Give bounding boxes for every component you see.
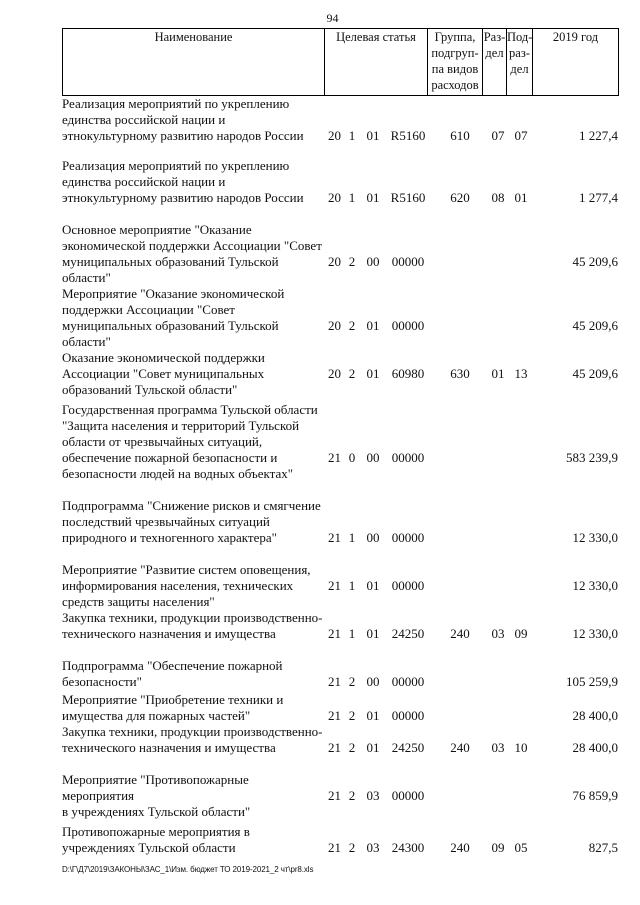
row-name-line: Подпрограмма "Обеспечение пожарной — [62, 658, 283, 673]
row-name-line: Реализация мероприятий по укреплению — [62, 158, 290, 173]
row-name — [62, 498, 324, 546]
target-code-subprogram: 1 — [348, 190, 356, 205]
section-code: 03 — [491, 740, 505, 755]
header-target-label: Целевая статья — [336, 30, 416, 44]
row-name-line: Мероприятие "Приобретение техники и — [62, 692, 284, 707]
target-code-subprogram: 0 — [348, 450, 356, 465]
target-code-direction: 60980 — [391, 366, 425, 381]
section-code: 03 — [491, 626, 505, 641]
target-code-direction: 24250 — [391, 626, 425, 641]
row-name-line: безопасности людей на водных объектах" — [62, 466, 294, 481]
table-row — [62, 772, 622, 819]
table-row — [62, 658, 622, 690]
header-podrazdel-line: дел — [510, 62, 529, 76]
row-name-line: этнокультурному развитию народов России — [62, 128, 304, 143]
target-code-program: 20 — [328, 254, 341, 269]
target-code-direction: 24300 — [391, 840, 425, 855]
section-code: 09 — [491, 840, 505, 855]
target-code-event: 00 — [366, 674, 380, 689]
row-name-line: природного и техногенного характера" — [62, 530, 277, 545]
row-name-line: последствий чрезвычайных ситуаций — [62, 514, 270, 529]
header-group-line: па видов — [431, 62, 479, 76]
section-code: 07 — [491, 128, 505, 143]
row-name-line: информирования населения, технических — [62, 578, 294, 593]
target-code-program: 21 — [328, 740, 341, 755]
amount-2019: 583 239,9 — [566, 450, 618, 465]
row-name-line: технического назначения и имущества — [62, 740, 276, 755]
target-code-direction: 24250 — [391, 740, 425, 755]
header-group-line: Группа, — [434, 30, 476, 44]
row-name-line: образований Тульской области" — [62, 382, 238, 397]
target-code-subprogram: 2 — [348, 366, 356, 381]
target-code-event: 01 — [366, 578, 380, 593]
row-name-line: муниципальных образований Тульской — [62, 254, 279, 269]
target-code-direction: R5160 — [390, 128, 426, 143]
table-row — [62, 498, 622, 546]
row-name-line: средств защиты населения" — [62, 594, 215, 609]
target-code-direction: 00000 — [391, 530, 425, 545]
table-row — [62, 222, 622, 286]
target-code-event: 01 — [366, 190, 380, 205]
target-code-program: 20 — [328, 190, 341, 205]
target-code-program: 21 — [328, 578, 341, 593]
amount-2019: 76 859,9 — [572, 788, 618, 803]
row-name — [62, 772, 324, 820]
table-header — [62, 28, 619, 96]
table-row — [62, 402, 622, 482]
amount-2019: 1 227,4 — [579, 128, 618, 143]
amount-2019: 28 400,0 — [572, 740, 618, 755]
target-code-program: 21 — [328, 708, 341, 723]
row-name-line: в учреждениях Тульской области" — [62, 804, 251, 819]
subsection-code: 10 — [514, 740, 528, 755]
target-code-program: 21 — [328, 840, 341, 855]
table-row — [62, 724, 622, 756]
row-name — [62, 610, 324, 642]
expense-group: 620 — [450, 190, 470, 205]
expense-group: 240 — [450, 740, 470, 755]
target-code-event: 03 — [366, 840, 380, 855]
target-code-subprogram: 2 — [348, 740, 356, 755]
header-target — [325, 29, 428, 95]
target-code-event: 01 — [366, 740, 380, 755]
amount-2019: 45 209,6 — [572, 254, 618, 269]
amount-2019: 28 400,0 — [572, 708, 618, 723]
row-name-line: учреждениях Тульской области — [62, 840, 236, 855]
target-code-program: 20 — [328, 366, 341, 381]
target-code-event: 01 — [366, 708, 380, 723]
table-row — [62, 286, 622, 350]
row-name-line: единства российской нации и — [62, 174, 226, 189]
table-row — [62, 158, 622, 206]
file-path-footer: D:\Г\Д7\2019\ЗАКОНЫ\ЗАС_1\Изм. бюджет ТО 2019-2021_2 чт\pr8.xls — [62, 865, 314, 874]
row-name — [62, 724, 324, 756]
amount-2019: 45 209,6 — [572, 366, 618, 381]
target-code-direction: 00000 — [391, 450, 425, 465]
row-name — [62, 350, 324, 398]
target-code-program: 20 — [328, 128, 341, 143]
target-code-direction: 00000 — [391, 788, 425, 803]
amount-2019: 45 209,6 — [572, 318, 618, 333]
row-name-line: Подпрограмма "Снижение рисков и смягчение — [62, 498, 321, 513]
header-group-line: расходов — [431, 78, 479, 92]
target-code-subprogram: 1 — [348, 626, 356, 641]
target-code-event: 01 — [366, 128, 380, 143]
subsection-code: 01 — [514, 190, 528, 205]
target-code-direction: 00000 — [391, 254, 425, 269]
row-name — [62, 286, 324, 350]
target-code-program: 21 — [328, 530, 341, 545]
target-code-event: 03 — [366, 788, 380, 803]
subsection-code: 09 — [514, 626, 528, 641]
row-name-line: технического назначения и имущества — [62, 626, 276, 641]
target-code-direction: 00000 — [391, 578, 425, 593]
header-year-label: 2019 год — [552, 30, 599, 44]
target-code-subprogram: 2 — [348, 254, 356, 269]
target-code-direction: 00000 — [391, 708, 425, 723]
header-podrazdel — [507, 29, 533, 95]
target-code-subprogram: 2 — [348, 674, 356, 689]
row-name — [62, 96, 324, 144]
row-name-line: Ассоциации "Совет муниципальных — [62, 366, 265, 381]
target-code-subprogram: 1 — [348, 530, 356, 545]
row-name — [62, 562, 324, 610]
row-name-line: Мероприятие "Оказание экономической — [62, 286, 285, 301]
table-row — [62, 350, 622, 398]
amount-2019: 1 277,4 — [579, 190, 618, 205]
table-row — [62, 610, 622, 642]
row-name-line: безопасности" — [62, 674, 142, 689]
page-number: 94 — [326, 11, 339, 25]
row-name — [62, 658, 324, 690]
target-code-event: 00 — [366, 450, 380, 465]
row-name-line: области" — [62, 270, 111, 285]
section-code: 08 — [491, 190, 505, 205]
expense-group: 630 — [450, 366, 470, 381]
row-name-line: Оказание экономической поддержки — [62, 350, 265, 365]
row-name-line: поддержки Ассоциации "Совет — [62, 302, 235, 317]
row-name-line: Мероприятие "Противопожарные мероприятия — [62, 772, 249, 803]
target-code-event: 01 — [366, 626, 380, 641]
table-row — [62, 692, 622, 724]
subsection-code: 07 — [514, 128, 528, 143]
table-row — [62, 96, 622, 144]
target-code-program: 21 — [328, 450, 341, 465]
table-row — [62, 562, 622, 610]
amount-2019: 12 330,0 — [572, 626, 618, 641]
target-code-subprogram: 2 — [348, 788, 356, 803]
row-name-line: области от чрезвычайных ситуаций, — [62, 434, 263, 449]
row-name-line: имущества для пожарных частей" — [62, 708, 251, 723]
target-code-event: 01 — [366, 318, 380, 333]
target-code-subprogram: 2 — [348, 318, 356, 333]
header-name — [63, 29, 325, 95]
target-code-subprogram: 2 — [348, 840, 356, 855]
amount-2019: 105 259,9 — [566, 674, 618, 689]
header-podrazdel-line: раз- — [509, 46, 530, 60]
subsection-code: 05 — [514, 840, 528, 855]
row-name-line: муниципальных образований Тульской — [62, 318, 279, 333]
header-podrazdel-line: Под- — [507, 30, 533, 44]
target-code-program: 20 — [328, 318, 341, 333]
target-code-direction: R5160 — [390, 190, 426, 205]
row-name-line: Противопожарные мероприятия в — [62, 824, 250, 839]
target-code-program: 21 — [328, 674, 341, 689]
row-name-line: Закупка техники, продукции производственно- — [62, 724, 323, 739]
target-code-direction: 00000 — [391, 318, 425, 333]
expense-group: 240 — [450, 626, 470, 641]
amount-2019: 12 330,0 — [572, 578, 618, 593]
target-code-subprogram: 1 — [348, 128, 356, 143]
row-name-line: обеспечение пожарной безопасности и — [62, 450, 278, 465]
row-name-line: этнокультурному развитию народов России — [62, 190, 304, 205]
row-name-line: Реализация мероприятий по укреплению — [62, 96, 290, 111]
target-code-event: 00 — [366, 254, 380, 269]
row-name — [62, 222, 324, 286]
row-name-line: Государственная программа Тульской области — [62, 402, 318, 417]
header-razdel-line: дел — [485, 46, 504, 60]
row-name-line: "Защита населения и территорий Тульской — [62, 418, 300, 433]
header-razdel-line: Раз- — [483, 30, 506, 44]
row-name-line: единства российской нации и — [62, 112, 226, 127]
row-name — [62, 692, 324, 724]
header-group-line: подгруп- — [431, 46, 479, 60]
target-code-subprogram: 2 — [348, 708, 356, 723]
target-code-program: 21 — [328, 626, 341, 641]
row-name — [62, 402, 324, 482]
row-name-line: Закупка техники, продукции производственно- — [62, 610, 323, 625]
row-name-line: Мероприятие "Развитие систем оповещения, — [62, 562, 311, 577]
expense-group: 240 — [450, 840, 470, 855]
header-group — [428, 29, 483, 95]
target-code-event: 00 — [366, 530, 380, 545]
row-name — [62, 158, 324, 206]
target-code-subprogram: 1 — [348, 578, 356, 593]
section-code: 01 — [491, 366, 505, 381]
row-name-line: области" — [62, 334, 111, 349]
header-razdel — [483, 29, 507, 95]
header-year — [533, 29, 619, 95]
table-row — [62, 824, 622, 856]
target-code-program: 21 — [328, 788, 341, 803]
row-name-line: Основное мероприятие "Оказание — [62, 222, 252, 237]
amount-2019: 827,5 — [588, 840, 618, 855]
subsection-code: 13 — [514, 366, 528, 381]
row-name-line: экономической поддержки Ассоциации "Совет — [62, 238, 322, 253]
target-code-direction: 00000 — [391, 674, 425, 689]
target-code-event: 01 — [366, 366, 380, 381]
row-name — [62, 824, 324, 856]
amount-2019: 12 330,0 — [572, 530, 618, 545]
expense-group: 610 — [450, 128, 470, 143]
header-name-label: Наименование — [154, 30, 233, 44]
